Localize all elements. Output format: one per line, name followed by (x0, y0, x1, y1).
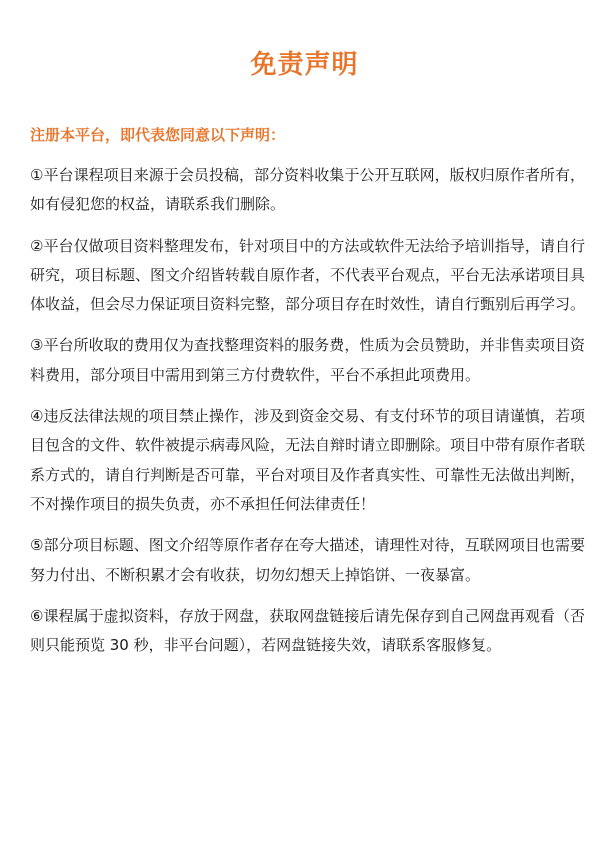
clause-2: ②平台仅做项目资料整理发布，针对项目中的方法或软件无法给予培训指导，请自行研究，项目标题、图文介绍皆转载自原作者，不代表平台观点，平台无法承诺项目具体收益，但会尽力保证项目资料完整，部分项目存在时效性，请自行甄别后再学习。 (30, 236, 586, 314)
clause-6: ⑥课程属于虚拟资料，存放于网盘，获取网盘链接后请先保存到自己网盘再观看（否则只能预览 30 秒，非平台问题），若网盘链接失效，请联系客服修复。 (30, 606, 585, 655)
disclaimer-body (30, 161, 585, 660)
clause-4: ④违反法律法规的项目禁止操作，涉及到资金交易、有支付环节的项目请谨慎，若项目包含的文件、软件被提示病毒风险，无法自辩时请立即删除。项目中带有原作者联系方式的，请自行判断是否可靠，平台对项目及作者真实性、可靠性无法做出判断，不对操作项目的损失负责，亦不承担任何法律责任！ (30, 407, 586, 513)
clause-3: ③平台所收取的费用仅为查找整理资料的服务费，性质为会员赞助，并非售卖项目资料费用，部分项目中需用到第三方付费软件，平台不承担此项费用。 (30, 336, 585, 384)
page-title: 免责声明 (250, 50, 359, 80)
clause-5: ⑤部分项目标题、图文介绍等原作者存在夸大描述，请理性对待，互联网项目也需要努力付出、不断积累才会有收获，切勿幻想天上掉馅饼、一夜暴富。 (30, 536, 585, 584)
intro-statement: 注册本平台，即代表您同意以下声明： (30, 126, 286, 144)
clause-1: ①平台课程项目来源于会员投稿，部分资料收集于公开互联网，版权归原作者所有，如有侵犯您的权益，请联系我们删除。 (30, 166, 585, 214)
